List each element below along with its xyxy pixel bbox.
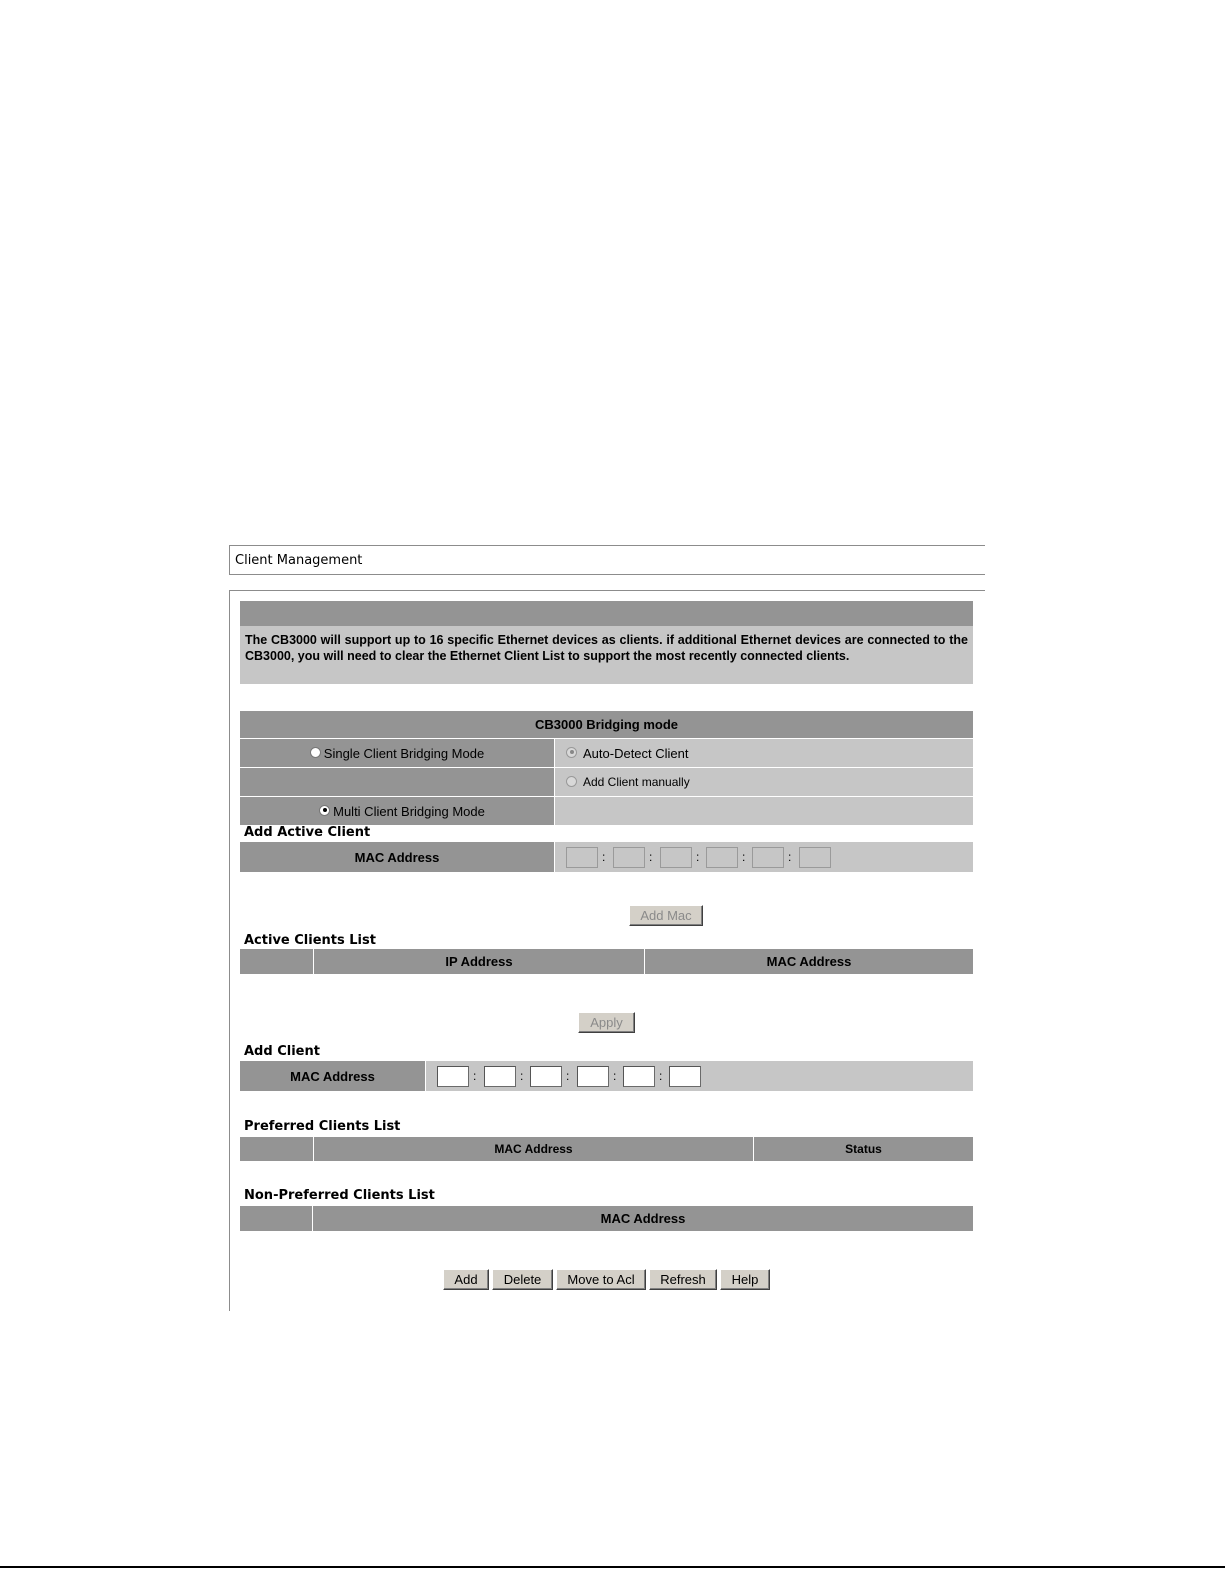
page-title: Client Management: [235, 553, 363, 568]
add-manual-radio[interactable]: [566, 776, 577, 787]
non-preferred-clients-mac-header: MAC Address: [600, 1211, 686, 1226]
preferred-clients-mac-header: MAC Address: [494, 1142, 573, 1156]
preferred-clients-header: [240, 1137, 973, 1161]
add-mac-button[interactable]: Add Mac: [629, 905, 703, 926]
mac-separator: :: [696, 850, 700, 864]
single-client-mode-radio[interactable]: [310, 747, 321, 758]
page-bottom-rule: [0, 1566, 1225, 1568]
client-mac-octet-5[interactable]: [623, 1066, 655, 1087]
multi-client-empty-cell: [555, 797, 973, 825]
mac-separator: :: [649, 850, 653, 864]
add-manual-label: Add Client manually: [583, 775, 690, 789]
move-to-acl-button[interactable]: Move to Acl: [556, 1269, 646, 1290]
active-clients-header: [240, 949, 973, 974]
add-client-title: Add Client: [244, 1044, 320, 1059]
client-mac-octet-4[interactable]: [577, 1066, 609, 1087]
client-mac-octet-1[interactable]: [437, 1066, 469, 1087]
preferred-clients-status-header: Status: [845, 1142, 882, 1156]
intro-header-bar: [240, 601, 973, 626]
add-manual-cell: [555, 768, 973, 796]
non-preferred-clients-header: [240, 1206, 973, 1231]
non-preferred-clients-list-title: Non-Preferred Clients List: [244, 1188, 435, 1203]
add-active-client-title: Add Active Client: [244, 825, 371, 840]
client-mac-octet-6[interactable]: [669, 1066, 701, 1087]
client-mac-octet-2[interactable]: [484, 1066, 516, 1087]
mac-separator: :: [613, 1069, 617, 1083]
active-mac-octet-3[interactable]: [660, 847, 692, 868]
multi-client-mode-label: Multi Client Bridging Mode: [333, 803, 485, 819]
client-mac-octet-3[interactable]: [530, 1066, 562, 1087]
delete-button[interactable]: Delete: [492, 1269, 553, 1290]
add-button[interactable]: Add: [443, 1269, 489, 1290]
active-mac-label: MAC Address: [240, 842, 554, 872]
preferred-clients-list-title: Preferred Clients List: [244, 1119, 401, 1134]
page-title-box: [229, 545, 985, 575]
help-button[interactable]: Help: [720, 1269, 770, 1290]
mac-separator: :: [788, 850, 792, 864]
active-mac-octet-6[interactable]: [799, 847, 831, 868]
auto-detect-label: Auto-Detect Client: [583, 745, 689, 761]
auto-detect-radio[interactable]: [566, 747, 577, 758]
add-client-mac-label: MAC Address: [240, 1061, 425, 1091]
active-mac-octet-4[interactable]: [706, 847, 738, 868]
active-clients-list-title: Active Clients List: [244, 933, 376, 948]
active-mac-octet-2[interactable]: [613, 847, 645, 868]
active-clients-ip-header: IP Address: [445, 954, 513, 969]
mac-separator: :: [742, 850, 746, 864]
single-client-mode-cell: [240, 739, 554, 767]
add-client-mac-input-row: [426, 1061, 973, 1091]
active-clients-mac-header: MAC Address: [766, 954, 852, 969]
bridging-mode-header: CB3000 Bridging mode: [240, 711, 973, 738]
refresh-button[interactable]: Refresh: [649, 1269, 717, 1290]
multi-client-mode-cell: [240, 797, 554, 825]
bridging-empty-cell: [240, 768, 554, 796]
single-client-mode-label: Single Client Bridging Mode: [323, 745, 485, 761]
mac-separator: :: [659, 1069, 663, 1083]
mac-separator: :: [520, 1069, 524, 1083]
apply-button[interactable]: Apply: [578, 1012, 635, 1033]
active-mac-octet-1[interactable]: [566, 847, 598, 868]
multi-client-mode-radio[interactable]: [319, 805, 330, 816]
mac-separator: :: [473, 1069, 477, 1083]
active-mac-input-row: [555, 842, 973, 872]
active-mac-octet-5[interactable]: [752, 847, 784, 868]
intro-text: The CB3000 will support up to 16 specific Ethernet devices as clients. if additional Ethernet devices are connected to the CB3000, you will need to clear the Ethernet Client List to support the most recently connected clients.: [240, 626, 973, 684]
mac-separator: :: [566, 1069, 570, 1083]
mac-separator: :: [602, 850, 606, 864]
auto-detect-cell: [555, 739, 973, 767]
